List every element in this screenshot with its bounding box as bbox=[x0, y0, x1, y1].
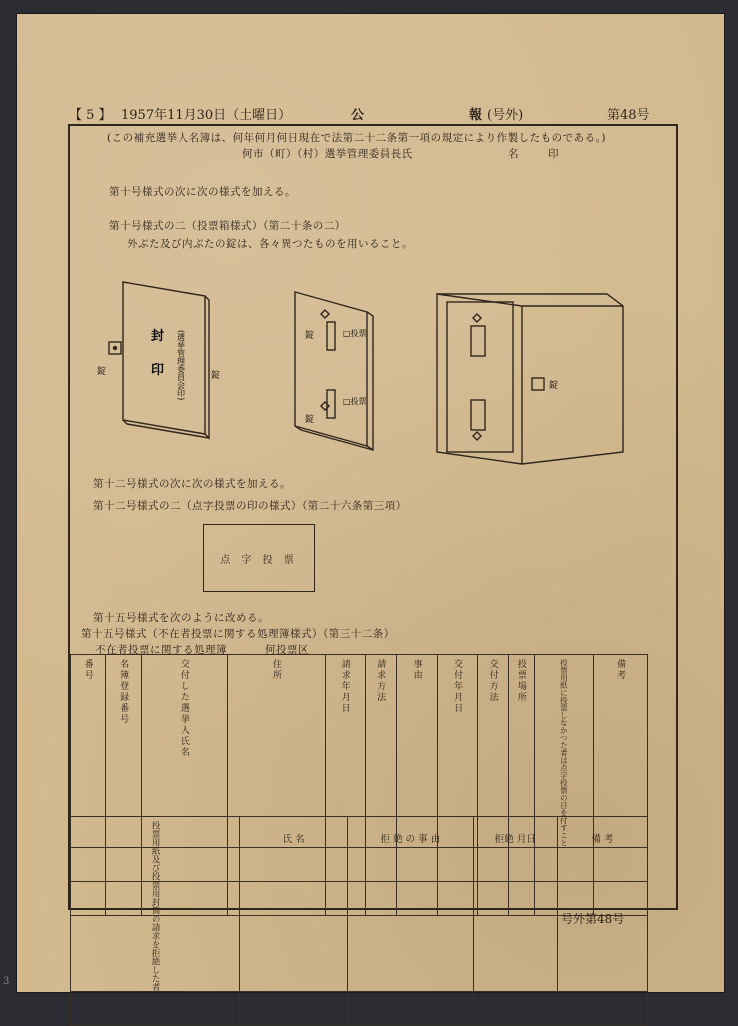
lock-label-3: 錠 bbox=[305, 331, 315, 341]
col-header: 事由 bbox=[411, 659, 422, 681]
col-header: 請求年月日 bbox=[339, 659, 350, 714]
seal-char-b: 印 bbox=[151, 363, 165, 378]
col-header: 投票用紙に投票しなかつた者は点字投票の日を付すこと bbox=[559, 659, 569, 847]
seal-subtext: (選挙管理委員会印) bbox=[176, 330, 186, 401]
footer-issue: 号外第48号 bbox=[561, 912, 625, 926]
inner-lid-figure bbox=[295, 292, 373, 450]
absentee-register: 不在者投票に関する処理簿 bbox=[95, 644, 227, 656]
lock-label-4: 錠 bbox=[305, 415, 315, 425]
col-header: 備 考 bbox=[591, 834, 614, 845]
col-header: 住所 bbox=[270, 659, 281, 681]
slot-label-1: □投票 bbox=[343, 329, 367, 338]
ballot-box-illustrations bbox=[77, 274, 637, 474]
form12-2-title: 第十二号様式の二（点字投票の印の様式）（第二十六条第三項） bbox=[93, 500, 407, 512]
col-header: 拒 絶 の 事 由 bbox=[380, 834, 441, 845]
col-header: 備考 bbox=[615, 659, 626, 681]
col-header: 番号 bbox=[82, 659, 93, 681]
extra-label: (号外) bbox=[487, 108, 524, 123]
gazette-title-b: 報 bbox=[469, 108, 483, 123]
col-header: 氏 名 bbox=[282, 834, 305, 845]
braille-stamp bbox=[203, 524, 315, 592]
issue-number: 第48号 bbox=[607, 108, 650, 123]
col-header: 交付方法 bbox=[487, 659, 498, 703]
issue-date: 1957年11月30日（土曜日） bbox=[121, 108, 292, 123]
lock-label-5: 錠 bbox=[549, 381, 559, 391]
table-header-row bbox=[71, 817, 648, 992]
col-header: 名簿登録番号 bbox=[118, 659, 129, 725]
ballot-box-figure bbox=[437, 294, 623, 464]
commission-chair: 何市（町）（村）選挙管理委員長氏 bbox=[242, 148, 413, 160]
district-label: 何投票区 bbox=[265, 644, 309, 656]
seal-mark: 印 bbox=[548, 148, 559, 160]
seal-name: 名 bbox=[508, 148, 519, 160]
col-header: 交付年月日 bbox=[452, 659, 463, 714]
slot-label-2: □投票 bbox=[343, 397, 367, 406]
col-header: 投票場所 bbox=[515, 659, 526, 703]
col-header: 請求方法 bbox=[375, 659, 386, 703]
corner-mark: 3 bbox=[3, 976, 10, 987]
lock-label-2: 錠 bbox=[211, 371, 221, 381]
braille-stamp-text: 点 字 投 票 bbox=[220, 555, 298, 566]
col-header: 投票用紙及び投票用封筒の請求を拒絶した者 bbox=[150, 821, 161, 991]
form15-title: 第十五号様式（不在者投票に関する処理簿様式）（第三十二条） bbox=[81, 628, 395, 640]
form15-change: 第十五号様式を次のように改める。 bbox=[93, 612, 269, 624]
lock-note: 外ぶた及び内ぶたの錠は、各々異つたものを用いること。 bbox=[127, 238, 413, 250]
form12-add: 第十二号様式の次に次の様式を加える。 bbox=[93, 478, 291, 490]
page-number: 【 5 】 bbox=[69, 108, 112, 123]
form10-note: (この補充選挙人名簿は、何年何月何日現在で法第二十二条第一項の規定により作製したものである。) bbox=[107, 132, 606, 144]
col-header: 交付した選挙人氏名 bbox=[178, 659, 189, 758]
seal-char-a: 封 bbox=[151, 329, 165, 344]
gazette-page bbox=[3, 14, 724, 992]
form10-2-title: 第十号様式の二（投票箱様式）（第二十条の二） bbox=[109, 220, 346, 232]
col-header: 拒絶 月日 bbox=[494, 834, 536, 845]
form10-add: 第十号様式の次に次の様式を加える。 bbox=[109, 186, 296, 198]
lock-label-1: 錠 bbox=[97, 367, 107, 377]
gazette-title-a: 公 bbox=[351, 108, 365, 123]
table-row bbox=[71, 992, 648, 1026]
outer-lid-figure bbox=[109, 282, 209, 438]
